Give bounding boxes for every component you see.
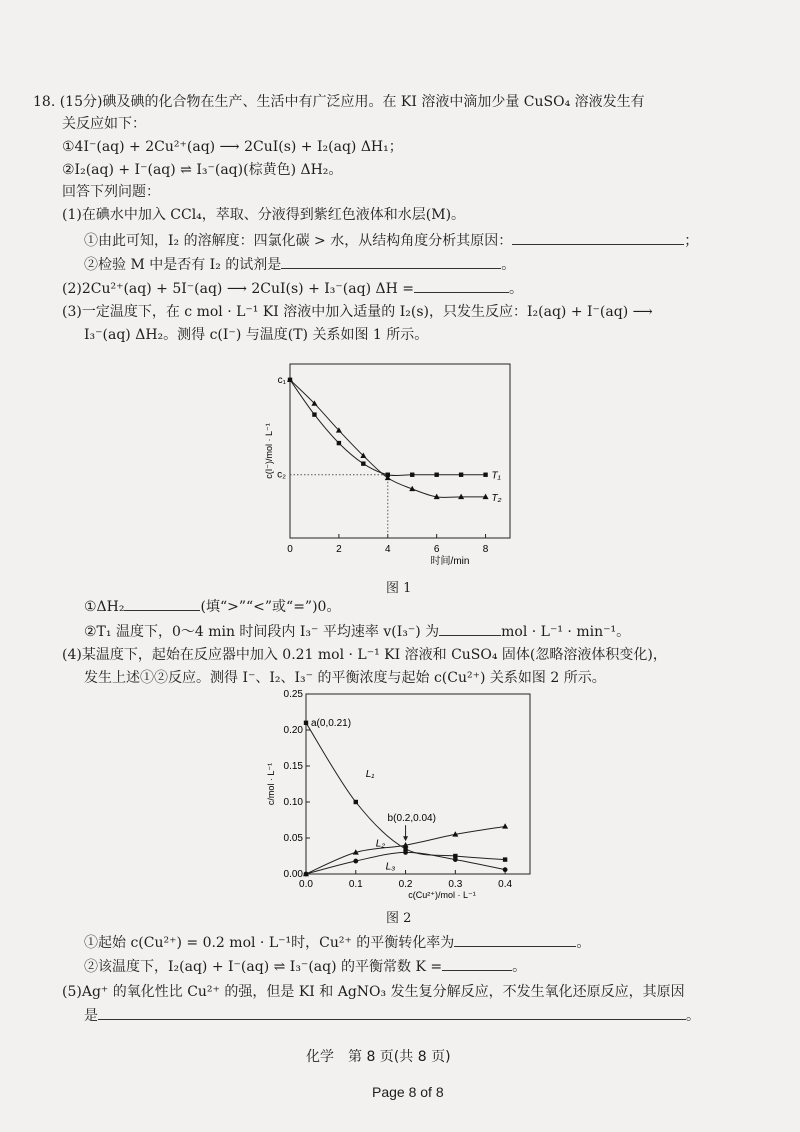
x-tick-label: 0.2	[398, 879, 413, 890]
y-tick-label: c₂	[277, 469, 286, 481]
part-2-end: 。	[508, 281, 523, 297]
x-tick-label: 0	[287, 544, 293, 555]
y-tick-label: 0.25	[283, 689, 303, 700]
answer-blank-3-1[interactable]	[124, 596, 200, 611]
part-3-2-end: mol · L⁻¹ · min⁻¹。	[501, 624, 631, 640]
question-header-cont: 关反应如下：	[62, 116, 146, 132]
y-tick-label: 0.05	[283, 833, 303, 844]
data-point	[353, 859, 358, 864]
data-point	[410, 473, 414, 477]
data-point	[312, 412, 316, 416]
annotation-b: b(0.2,0.04)	[387, 813, 436, 825]
y-axis-label: c/mol · L⁻¹	[266, 762, 276, 806]
part-4-2	[84, 956, 526, 977]
data-point	[304, 721, 308, 725]
x-tick-label: 0.0	[299, 879, 313, 890]
part-3-2-text: ②T₁ 温度下，0～4 min 时间段内 I₃⁻ 平均速率 v(I₃⁻) 为	[84, 624, 440, 640]
part-1b-text: ②检验 M 中是否有 I₂ 的试剂是	[84, 257, 282, 273]
y-tick-label: c₁	[277, 374, 286, 386]
part-4-2-end: 。	[512, 959, 527, 975]
question-header: 18. (15分)碘及碘的化合物在生产、生活中有广泛应用。在 KI 溶液中滴加少量 CuSO₄ 溶液发生有	[33, 94, 645, 110]
part-3-1-end: (填“>”“<”或“=”)0。	[200, 599, 341, 615]
answer-blank-1b[interactable]	[281, 254, 501, 269]
series-label: T₁	[491, 470, 501, 482]
part-4-cont: 发生上述①②反应。测得 I⁻、I₂、I₃⁻ 的平衡浓度与起始 c(Cu²⁺) 关系如图 2 所示。	[84, 670, 606, 686]
part-3-2	[84, 621, 630, 642]
x-tick-label: 0.4	[498, 879, 513, 890]
part-2-text: (2)2Cu²⁺(aq) + 5I⁻(aq) ⟶ 2CuI(s) + I₃⁻(aq) ΔH =	[62, 281, 414, 297]
x-tick-label: 4	[384, 544, 391, 555]
part-5-text: 是	[84, 1008, 98, 1024]
figure-1-caption: 图 1	[386, 581, 412, 596]
series-label: L₁	[365, 768, 375, 780]
y-tick-label: 0.15	[283, 761, 303, 772]
y-axis-label: c(I⁻)/mol · L⁻¹	[264, 423, 274, 479]
data-point	[459, 473, 463, 477]
part-3-cont: I₃⁻(aq) ΔH₂。测得 c(I⁻) 与温度(T) 关系如图 1 所示。	[84, 327, 429, 343]
data-point	[453, 857, 458, 862]
answer-blank-4-2[interactable]	[442, 956, 512, 971]
answer-blank-1a[interactable]	[512, 230, 684, 245]
figure-1-chart	[262, 356, 522, 576]
part-1: (1)在碘水中加入 CCl₄，萃取、分液得到紫红色液体和水层(M)。	[62, 207, 466, 223]
series-label: L₃	[385, 861, 396, 873]
data-point	[502, 823, 508, 828]
data-point	[503, 867, 508, 872]
data-point	[337, 441, 341, 445]
series-line-1	[290, 380, 486, 476]
part-1a	[84, 230, 698, 251]
part-1a-text: ①由此可知，I₂ 的溶解度：四氯化碳 > 水，从结构角度分析其原因：	[84, 233, 513, 249]
part-2	[62, 278, 523, 299]
answer-blank-5[interactable]	[98, 1005, 686, 1020]
figure-2-chart	[262, 686, 532, 908]
part-4: (4)某温度下，起始在反应器中加入 0.21 mol · L⁻¹ KI 溶液和 CuSO₄ 固体(忽略溶液体积变化)，	[62, 647, 667, 663]
x-tick-label: 8	[482, 544, 489, 555]
part-4-1-text: ①起始 c(Cu²⁺) = 0.2 mol · L⁻¹时，Cu²⁺ 的平衡转化率为	[84, 935, 455, 951]
data-point	[361, 461, 365, 465]
y-tick-label: 0.00	[283, 869, 303, 880]
part-4-2-text: ②该温度下，I₂(aq) + I⁻(aq) ⇌ I₃⁻(aq) 的平衡常数 K =	[84, 959, 443, 975]
annotation-b-arrowhead	[403, 836, 408, 841]
data-point	[304, 872, 309, 877]
answer-blank-3-2[interactable]	[439, 621, 501, 636]
part-4-1-end: 。	[576, 935, 591, 951]
x-axis-label: c(Cu²⁺)/mol · L⁻¹	[408, 890, 476, 900]
x-tick-label: 0.1	[348, 879, 363, 890]
data-point	[434, 473, 438, 477]
data-point	[354, 800, 358, 804]
part-3: (3)一定温度下，在 c mol · L⁻¹ KI 溶液中加入适量的 I₂(s)，只发生反应：I₂(aq) + I⁻(aq) ⟶	[62, 304, 653, 320]
part-5-end: 。	[686, 1008, 700, 1024]
series-label: T₂	[491, 492, 502, 504]
x-tick-label: 6	[433, 544, 440, 555]
answer-blank-2[interactable]	[414, 278, 509, 293]
part-4-1	[84, 932, 590, 953]
plot-frame	[290, 364, 510, 538]
annotation-a: a(0,0.21)	[311, 717, 352, 729]
y-tick-label: 0.20	[283, 725, 303, 736]
x-tick-label: 0.3	[448, 879, 463, 890]
part-1a-end: ；	[684, 233, 699, 249]
series-label: L₂	[375, 838, 386, 850]
part-5-cont	[84, 1005, 700, 1026]
x-axis-label: 时间/min	[430, 556, 470, 567]
answer-blank-4-1[interactable]	[454, 932, 576, 947]
part-1b-end: 。	[501, 257, 516, 273]
reaction-2: ②I₂(aq) + I⁻(aq) ⇌ I₃⁻(aq)(棕黄色) ΔH₂。	[62, 162, 343, 178]
part-1b	[84, 254, 515, 275]
data-point	[403, 850, 408, 855]
data-point	[503, 857, 507, 861]
page-footer: 化学 第 8 页(共 8 页)	[306, 1049, 451, 1065]
data-point	[483, 473, 487, 477]
page-indicator: Page 8 of 8	[372, 1084, 444, 1100]
part-3-1-text: ①ΔH₂	[84, 599, 125, 615]
figure-2-caption: 图 2	[386, 911, 412, 926]
y-tick-label: 0.10	[283, 797, 303, 808]
answer-prompt: 回答下列问题：	[62, 184, 160, 200]
x-tick-label: 2	[336, 544, 342, 555]
part-5: (5)Ag⁺ 的氧化性比 Cu²⁺ 的强，但是 KI 和 AgNO₃ 发生复分解反应，不发生氧化还原反应，其原因	[62, 984, 685, 1000]
reaction-1: ①4I⁻(aq) + 2Cu²⁺(aq) ⟶ 2CuI(s) + I₂(aq) ΔH₁；	[62, 139, 403, 155]
part-3-1	[84, 596, 340, 617]
